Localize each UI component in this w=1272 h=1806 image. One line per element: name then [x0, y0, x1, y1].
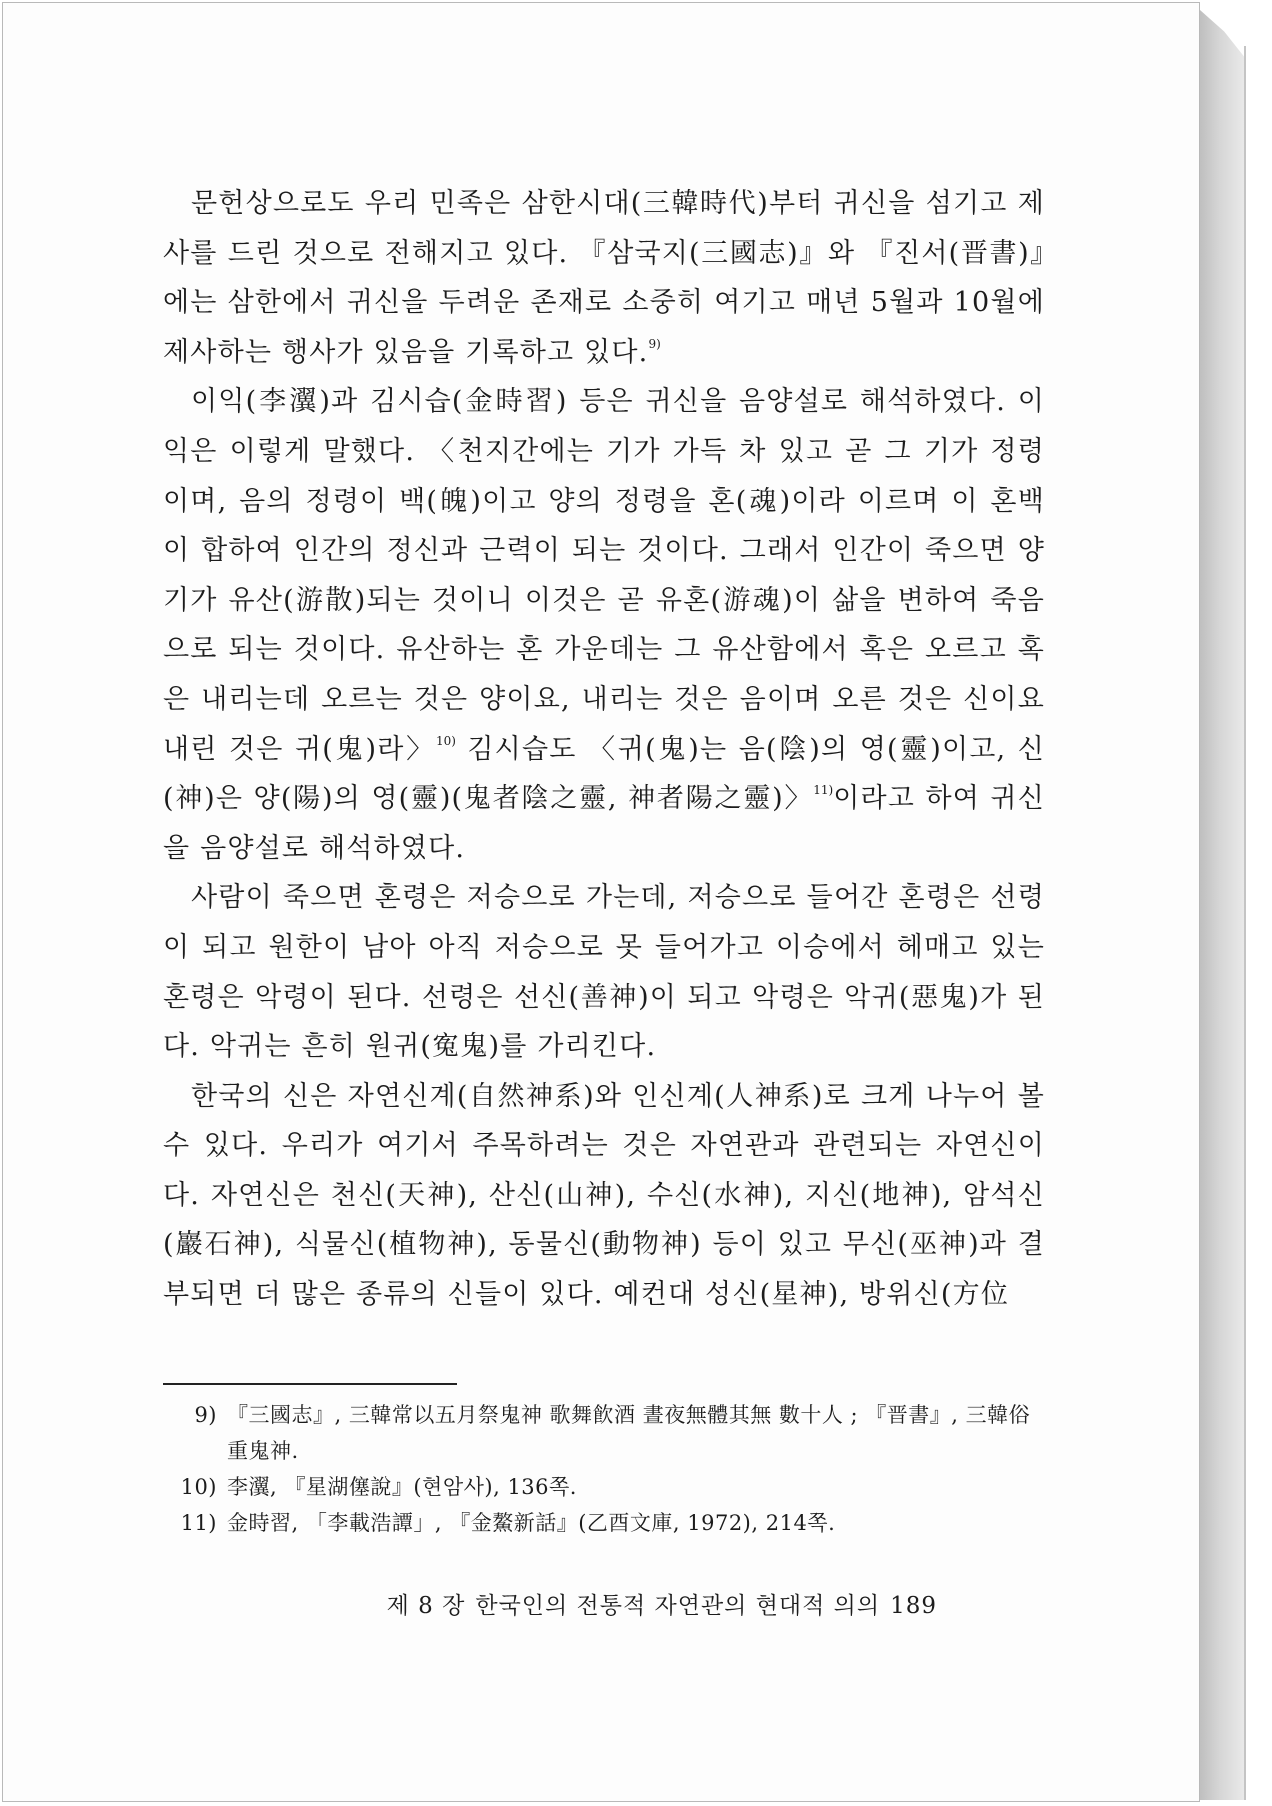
page-edge-line: [1244, 46, 1246, 1800]
paragraph-4-text: 한국의 신은 자연신계(自然神系)와 인신계(人神系)로 크게 나누어 볼 수 있다. 우리가 여기서 주목하려는 것은 자연관과 관련되는 자연신이다. 자연신은 천신(天神), 산신(山神), 수신(水神), 지신(地神), 암석신(巖石神), 식물신(植物神), 동물신(動物神) 등이 있고 무신(巫神)과 결부되면 더 많은 종류의 신들이 있다. 예컨대 성신(星神), 방위신(方位: [163, 1080, 1045, 1311]
footnote-text: 李瀷, 『星湖僿說』(현암사), 136쪽.: [227, 1475, 577, 1499]
footnote-10: [173, 1469, 1045, 1505]
paragraph-2-text-c: 이라고 하여 귀신을 음양설로 해석하였다.: [163, 783, 1045, 864]
footnote-9: [173, 1397, 1045, 1469]
footnote-text: 金時習, 「李載浩譚」, 『金鰲新話』(乙酉文庫, 1972), 214쪽.: [227, 1511, 836, 1535]
body-text: [163, 179, 1045, 1320]
footnote-number: 9): [194, 1403, 217, 1427]
footnote-number: 11): [180, 1511, 217, 1535]
page-edge-shadow: [1200, 10, 1244, 1800]
paragraph-1-text: 문헌상으로도 우리 민족은 삼한시대(三韓時代)부터 귀신을 섬기고 제사를 드린 것으로 전해지고 있다. 『삼국지(三國志)』와 『진서(晋書)』에는 삼한에서 귀신을 두려운 존재로 소중히 여기고 매년 5월과 10월에 제사하는 행사가 있음을 기록하고 있다.: [163, 188, 1045, 368]
footnote-number: 10): [180, 1475, 217, 1499]
paragraph-3: [163, 873, 1045, 1071]
chapter-title: 한국인의 전통적 자연관의 현대적 의의: [475, 1593, 881, 1619]
footnote-text: 『三國志』, 三韓常以五月祭鬼神 歌舞飮酒 晝夜無體其無 數十人 ; 『晋書』, 三韓俗重鬼神.: [227, 1403, 1031, 1463]
paragraph-2: [163, 377, 1045, 873]
paragraph-1: [163, 179, 1045, 377]
footnote-ref-9[interactable]: 9): [648, 336, 661, 351]
running-footer: [377, 1587, 937, 1620]
footnotes: [173, 1397, 1045, 1541]
paragraph-2-text-a: 이익(李瀷)과 김시습(金時習) 등은 귀신을 음양설로 해석하였다. 이익은 이렇게 말했다. 〈천지간에는 기가 가득 차 있고 곧 그 기가 정령이며, 음의 정령이 백(魄)이고 양의 정령을 혼(魂)이라 이르며 이 혼백이 합하여 인간의 정신과 근력이 되는 것이다. 그래서 인간이 죽으면 양기가 유산(游散)되는 것이니 이것은 곧 유혼(游魂)이 삶을 변하여 죽음으로 되는 것이다. 유산하는 혼 가운데는 그 유산함에서 혹은 오르고 혹은 내리는데 오르는 것은 양이요, 내리는 것은 음이며 오른 것은 신이요 내린 것은 귀(鬼)라〉: [163, 386, 1045, 765]
footnote-ref-10[interactable]: 10): [436, 733, 456, 748]
paragraph-3-text: 사람이 죽으면 혼령은 저승으로 가는데, 저승으로 들어간 혼령은 선령이 되고 원한이 남아 아직 저승으로 못 들어가고 이승에서 헤매고 있는 혼령은 악령이 된다. 선령은 선신(善神)이 되고 악령은 악귀(惡鬼)가 된다. 악귀는 흔히 원귀(寃鬼)를 가리킨다.: [163, 882, 1045, 1063]
paragraph-4: [163, 1072, 1045, 1320]
footnote-divider: [163, 1383, 457, 1385]
book-page: [2, 2, 1200, 1802]
chapter-label: 제 8 장: [386, 1593, 466, 1619]
paragraph-2-text-b: 김시습도 〈귀(鬼)는 음(陰)의 영(靈)이고, 신(神)은 양(陽)의 영(靈)(鬼者陰之靈, 神者陽之靈)〉: [163, 733, 1046, 815]
footnote-ref-11[interactable]: 11): [813, 783, 834, 798]
footnote-11: [173, 1505, 1045, 1541]
page-number: 189: [890, 1593, 937, 1619]
